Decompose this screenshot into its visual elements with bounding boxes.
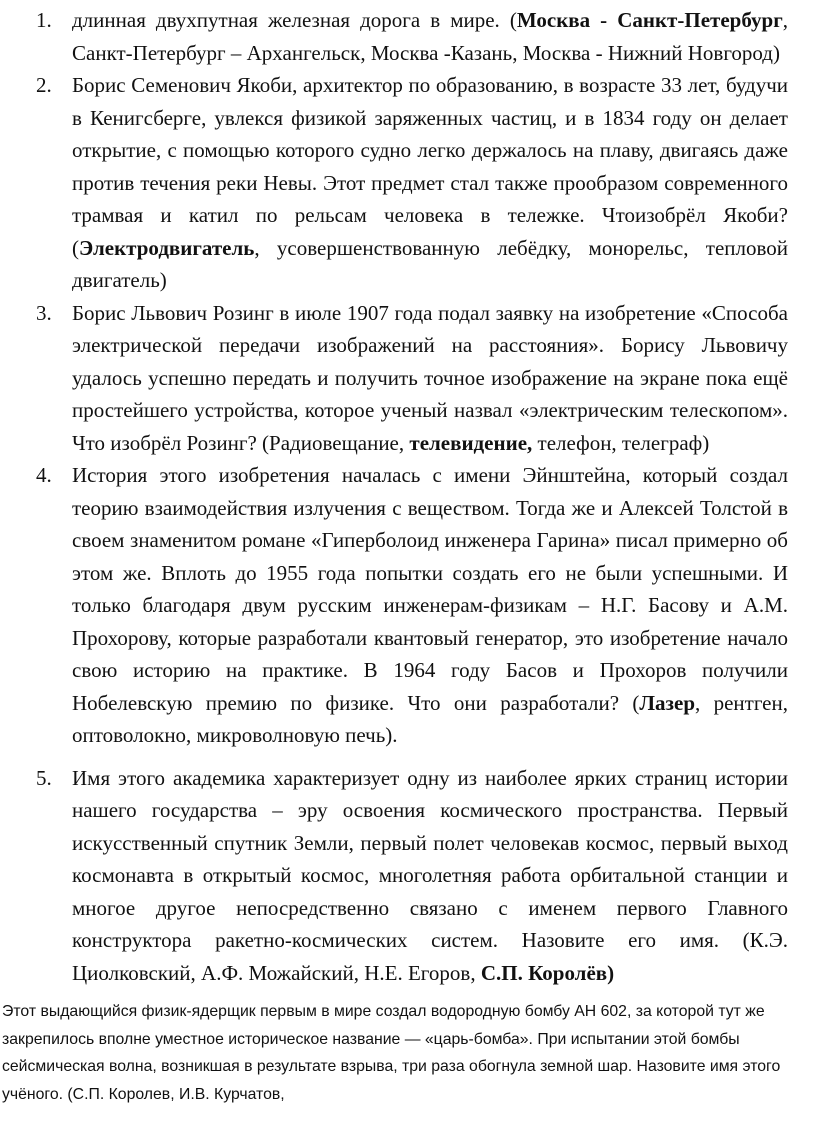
question-text: Борис Семенович Якоби, архитектор по образованию, в возрасте 33 лет, будучи в Кенигсберге, увлекся физикой заряженных частиц, и в 1834 году он делает открытие, с помощью которого судно легко держалось на плаву, двигаясь даже против течения реки Невы. Этот предмет стал также прообразом современного трамвая и катил по рельсам человека в тележке. Чтоизобрёл Якоби? ( <box>72 73 788 260</box>
question-options: , усовершенствованную лебёдку, монорельс, тепловой двигатель) <box>72 235 788 292</box>
question-item-2 <box>36 69 788 297</box>
question-text: Борис Львович Розинг в июле 1907 года подал заявку на изобретение «Способа электрической передачи изображений на расстояния». Борису Львовичу удалось успешно передать и получить точное изображение на экране пока ещё простейшего устройства, которое ученый назвал «электрическим телескопом». Что изобрёл Розинг? (Радиовещание, <box>72 300 788 455</box>
correct-answer: Лазер <box>639 690 695 715</box>
question-item-1 <box>36 4 788 69</box>
question-number: 2. <box>36 73 52 97</box>
correct-answer: Электродвигатель <box>79 235 255 260</box>
question-list <box>36 4 788 989</box>
trailing-paragraph: Этот выдающийся физик-ядерщик первым в мире создал водородную бомбу АН 602, за которой тут же закрепилось вполне уместное историческое название — «царь-бомба». При испытании этой бомбы сейсмическая волна, возникшая в результате взрыва, три раза обогнула земной шар. Назовите имя этого учёного. (С.П. Королев, И.В. Курчатов, <box>2 1003 781 1103</box>
correct-answer: С.П. Королёв) <box>480 960 615 985</box>
correct-answer: Москва - Санкт-Петербург <box>516 8 783 32</box>
question-number: 3. <box>36 300 52 325</box>
document-body <box>36 4 788 989</box>
question-text: длинная двухпутная железная дорога в мире. ( <box>72 8 517 32</box>
question-options: , рентген, оптоволокно, микроволновую печь). <box>72 690 788 747</box>
question-item-5 <box>36 762 788 990</box>
question-text: Имя этого академика характеризует одну из наиболее ярких страниц истории нашего государства – эру освоения космического пространства. Первый искусственный спутник Земли, первый полет человекав космос, первый выход космонавта в открытый космос, многолетняя работа орбитальной станции и многое другое непосредственно связано с именем первого Главного конструктора ракетно-космических систем. Назовите его имя. (К.Э. Циолковский, А.Ф. Можайский, Н.Е. Егоров, <box>72 765 788 985</box>
question-options: телефон, телеграф) <box>532 430 710 455</box>
question-number: 5. <box>36 765 52 790</box>
question-item-4 <box>36 459 788 752</box>
question-number: 1. <box>36 8 52 32</box>
correct-answer: телевидение, <box>409 430 533 455</box>
question-item-3 <box>36 297 788 460</box>
question-number: 4. <box>36 463 52 487</box>
question-text: История этого изобретения началась с имени Эйнштейна, который создал теорию взаимодействия излучения с веществом. Тогда же и Алексей Толстой в своем знаменитом романе «Гиперболоид инженера Гарина» писал примерно об этом же. Вплоть до 1955 года попытки создать его не были успешными. И только благодаря двум русским инженерам-физикам – Н.Г. Басову и А.М. Прохорову, которые разработали квантовый генератор, это изобретение начало свою историю на практике. В 1964 году Басов и Прохоров получили Нобелевскую премию по физике. Что они разработали? ( <box>72 463 788 715</box>
question-options: , Санкт-Петербург – Архангельск, Москва -Казань, Москва - Нижний Новгород) <box>72 8 789 65</box>
